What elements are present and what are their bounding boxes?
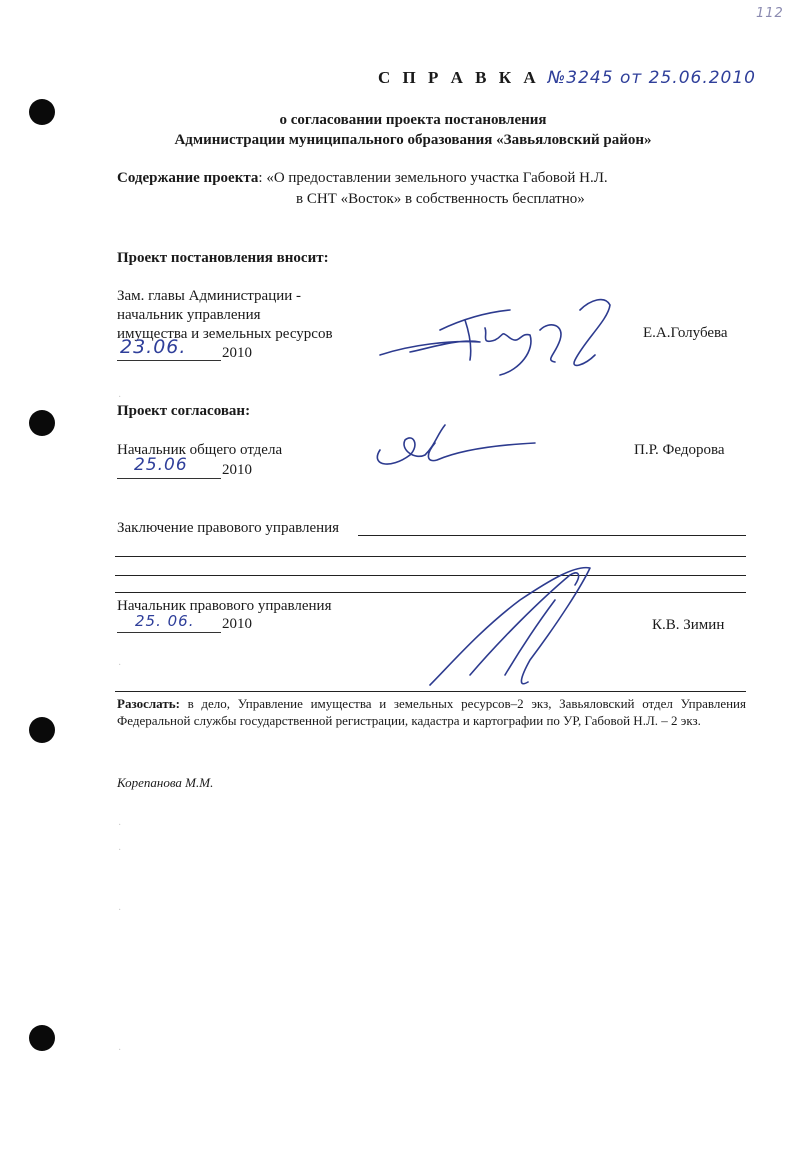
distribution-top-line bbox=[115, 691, 746, 692]
scan-speck: · bbox=[118, 1045, 122, 1056]
scan-speck: · bbox=[118, 660, 122, 671]
approver-name: П.Р. Федорова bbox=[634, 442, 725, 458]
submitter-position-line3: имущества и земельных ресурсов bbox=[117, 326, 333, 342]
submitter-date-handwritten: 23.06. bbox=[120, 336, 187, 358]
distribute-text: в дело, Управление имущества и земельных ресурсов–2 экз, Завьяловский отдел Управления Федеральной службы государственной регистрации, кадастра и картографии по УР, Габовой Н.Л. – 2 экз. bbox=[117, 696, 746, 728]
punch-hole bbox=[29, 410, 55, 436]
approver-date-handwritten: 25.06 bbox=[134, 455, 188, 475]
content-line2: в СНТ «Восток» в собственность бесплатно» bbox=[296, 191, 585, 207]
title-word: С П Р А В К А bbox=[378, 68, 540, 87]
distribute-label: Разослать: bbox=[117, 696, 180, 711]
subtitle-line1: о согласовании проекта постановления bbox=[279, 112, 547, 128]
submitter-name: Е.А.Голубева bbox=[643, 325, 728, 341]
punch-hole bbox=[29, 717, 55, 743]
submitter-year: 2010 bbox=[222, 345, 252, 361]
approver-year: 2010 bbox=[222, 462, 252, 478]
project-content bbox=[117, 169, 608, 187]
scan-speck: · bbox=[118, 820, 122, 831]
date-underline bbox=[117, 632, 221, 633]
legal-head-name: К.В. Зимин bbox=[652, 617, 725, 633]
submitter-signature bbox=[370, 290, 630, 380]
punch-hole bbox=[29, 1025, 55, 1051]
legal-year: 2010 bbox=[222, 616, 252, 632]
content-line1: : «О предоставлении земельного участка Габовой Н.Л. bbox=[258, 170, 608, 186]
conclusion-line bbox=[358, 535, 746, 536]
submitter-heading: Проект постановления вносит: bbox=[117, 250, 329, 266]
distribution-block bbox=[117, 695, 746, 729]
legal-date-handwritten: 25. 06. bbox=[135, 612, 195, 630]
submitter-position-line2: начальник управления bbox=[117, 307, 261, 323]
title-handwritten-number: №3245 от 25.06.2010 bbox=[547, 68, 756, 88]
content-label: Содержание проекта bbox=[117, 170, 259, 186]
scan-speck: · bbox=[118, 392, 122, 403]
scan-speck: · bbox=[118, 905, 122, 916]
legal-conclusion-label: Заключение правового управления bbox=[117, 520, 340, 536]
submitter-position-line1: Зам. главы Администрации - bbox=[117, 288, 302, 304]
approver-signature bbox=[365, 415, 540, 475]
date-underline bbox=[117, 478, 221, 479]
approver-position: Начальник общего отдела bbox=[117, 442, 283, 458]
corner-mark: 112 bbox=[756, 6, 784, 21]
document-title bbox=[378, 68, 756, 88]
date-underline bbox=[117, 360, 221, 361]
legal-head-position: Начальник правового управления bbox=[117, 598, 332, 614]
legal-signature bbox=[410, 560, 610, 700]
approved-heading: Проект согласован: bbox=[117, 403, 251, 419]
subtitle-line2: Администрации муниципального образования «Завьяловский район» bbox=[174, 132, 652, 148]
conclusion-line bbox=[115, 556, 746, 557]
scan-speck: · bbox=[118, 845, 122, 856]
author: Корепанова М.М. bbox=[117, 775, 214, 790]
